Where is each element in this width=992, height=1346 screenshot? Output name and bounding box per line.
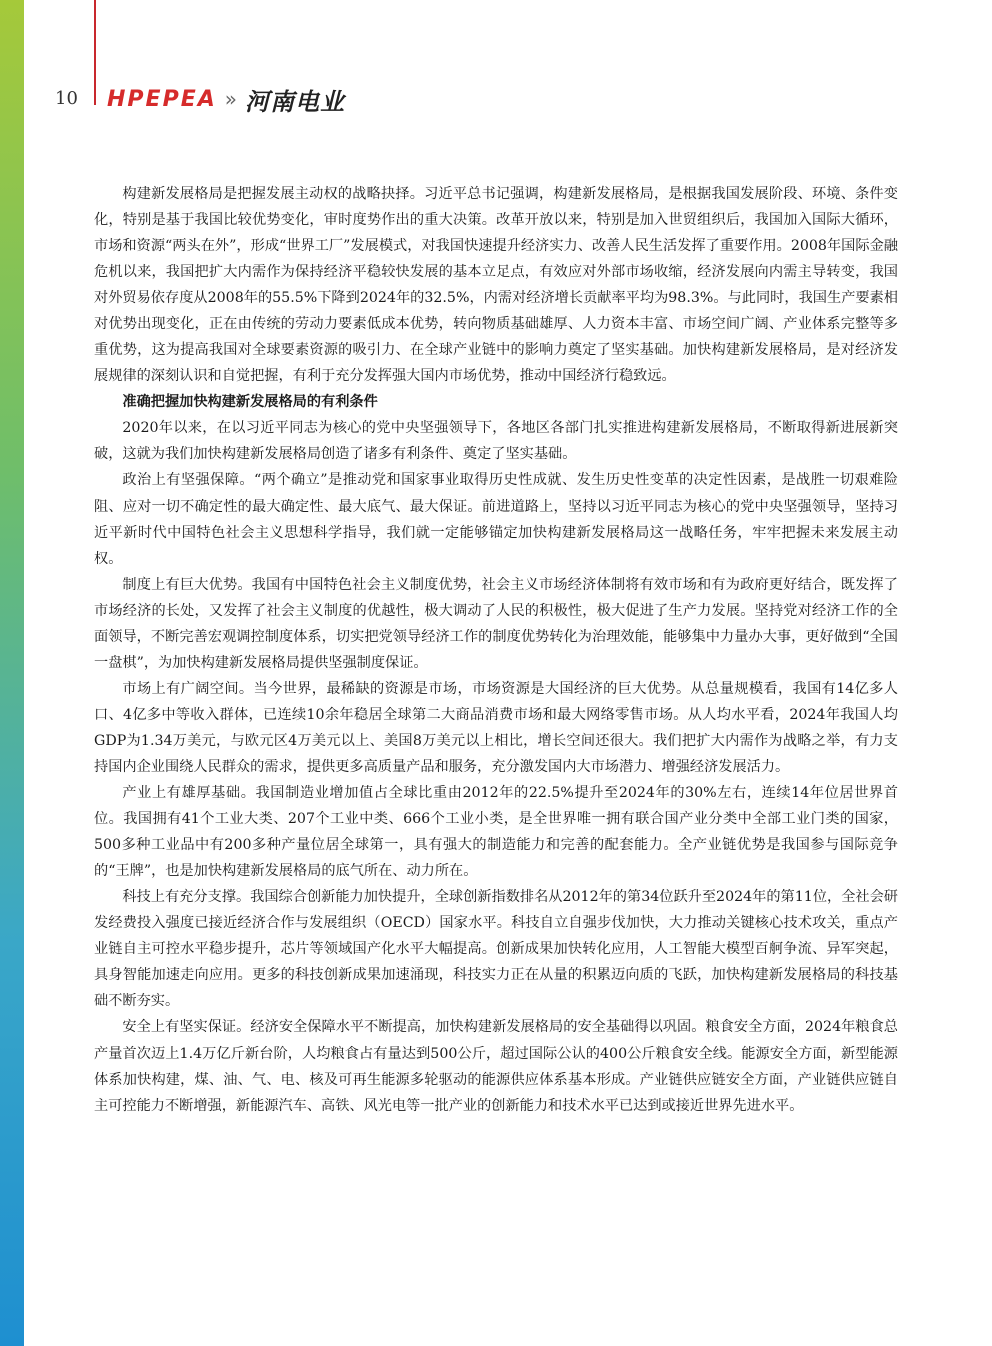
paragraph-security: 安全上有坚实保证。经济安全保障水平不断提高，加快构建新发展格局的安全基础得以巩固。粮食安全方面，2024年粮食总产量首次迈上1.4万亿斤新台阶，人均粮食占有量达到500公斤，超过国际公认的400公斤粮食安全线。能源安全方面，新型能源体系加快构建，煤、油、气、电、核及可再生能源多轮驱动的能源供应体系基本形成。产业链供应链安全方面，产业链供应链自主可控能力不断增强，新能源汽车、高铁、风光电等一批产业的创新能力和技术水平已达到或接近世界先进水平。 <box>94 1019 898 1114</box>
publication-logo <box>107 84 345 114</box>
brand-latin-logotype: HPEPEA <box>107 86 217 112</box>
page-number: 10 <box>55 88 78 109</box>
paragraph-overview: 2020年以来，在以习近平同志为核心的党中央坚强领导下，各地区各部门扎实推进构建新发展格局，不断取得新进展新突破，这就为我们加快构建新发展格局创造了诸多有利条件、奠定了坚实基础。 <box>94 420 898 463</box>
paragraph-industry: 产业上有雄厚基础。我国制造业增加值占全球比重由2012年的22.5%提升至2024年的30%左右，连续14年位居世界首位。我国拥有41个工业大类、207个工业中类、666个工业小类，是全世界唯一拥有联合国产业分类中全部工业门类的国家，500多种工业品中有200多种产量位居全球第一，具有强大的制造能力和完善的配套能力。全产业链优势是我国参与国际竞争的“王牌”，也是加快构建新发展格局的底气所在、动力所在。 <box>94 785 898 880</box>
paragraph-institutional: 制度上有巨大优势。我国有中国特色社会主义制度优势，社会主义市场经济体制将有效市场和有为政府更好结合，既发挥了市场经济的长处，又发挥了社会主义制度的优越性，极大调动了人民的积极性，极大促进了生产力发展。坚持党对经济工作的全面领导，不断完善宏观调控制度体系，切实把党领导经济工作的制度优势转化为治理效能，能够集中力量办大事，更好做到“全国一盘棋”，为加快构建新发展格局提供坚强制度保证。 <box>94 576 898 671</box>
header-red-rule <box>94 0 96 105</box>
double-chevron-icon: » <box>224 87 237 111</box>
decorative-gradient-sidebar <box>0 0 24 1346</box>
paragraph-technology: 科技上有充分支撑。我国综合创新能力加快提升，全球创新指数排名从2012年的第34位跃升至2024年的第11位，全社会研发经费投入强度已接近经济合作与发展组织（OECD）国家水平。科技自立自强步伐加快，大力推动关键核心技术攻关，重点产业链自主可控水平稳步提升，芯片等领域国产化水平大幅提高。创新成果加快转化应用，人工智能大模型百舸争流、异军突起，具身智能加速走向应用。更多的科技创新成果加速涌现，科技实力正在从量的积累迈向质的飞跃，加快构建新发展格局的科技基础不断夯实。 <box>94 889 898 1010</box>
brand-chinese-logotype: 河南电业 <box>245 87 345 116</box>
paragraph-market: 市场上有广阔空间。当今世界，最稀缺的资源是市场，市场资源是大国经济的巨大优势。从总量规模看，我国有14亿多人口、4亿多中等收入群体，已连续10余年稳居全球第二大商品消费市场和最大网络零售市场。从人均水平看，2024年我国人均GDP为1.34万美元，与欧元区4万美元以上、美国8万美元以上相比，增长空间还很大。我们把扩大内需作为战略之举，有力支持国内企业围绕人民群众的需求，提供更多高质量产品和服务，充分激发国内大市场潜力、增强经济发展活力。 <box>94 680 898 775</box>
article-body <box>94 181 898 1119</box>
intro-paragraph: 构建新发展格局是把握发展主动权的战略抉择。习近平总书记强调，构建新发展格局，是根据我国发展阶段、环境、条件变化，特别是基于我国比较优势变化，审时度势作出的重大决策。改革开放以来，特别是加入世贸组织后，我国加入国际大循环，市场和资源“两头在外”，形成“世界工厂”发展模式，对我国快速提升经济实力、改善人民生活发挥了重要作用。2008年国际金融危机以来，我国把扩大内需作为保持经济平稳较快发展的基本立足点，有效应对外部市场收缩，经济发展向内需主导转变，我国对外贸易依存度从2008年的55.5%下降到2024年的32.5%，内需对经济增长贡献率平均为98.3%。与此同时，我国生产要素相对优势出现变化，正在由传统的劳动力要素低成本优势，转向物质基础雄厚、人力资本丰富、市场空间广阔、产业体系完整等多重优势，这为提高我国对全球要素资源的吸引力、在全球产业链中的影响力奠定了坚实基础。加快构建新发展格局，是对经济发展规律的深刻认识和自觉把握，有利于充分发挥强大国内市场优势，推动中国经济行稳致远。 <box>94 186 898 385</box>
paragraph-political: 政治上有坚强保障。“两个确立”是推动党和国家事业取得历史性成就、发生历史性变革的决定性因素，是战胜一切艰难险阻、应对一切不确定性的最大确定性、最大底气、最大保证。前进道路上，坚持以习近平同志为核心的党中央坚强领导，坚持习近平新时代中国特色社会主义思想科学指导，我们就一定能够锚定加快构建新发展格局这一战略任务，牢牢把握未来发展主动权。 <box>94 472 898 567</box>
section-heading: 准确把握加快构建新发展格局的有利条件 <box>122 394 378 411</box>
